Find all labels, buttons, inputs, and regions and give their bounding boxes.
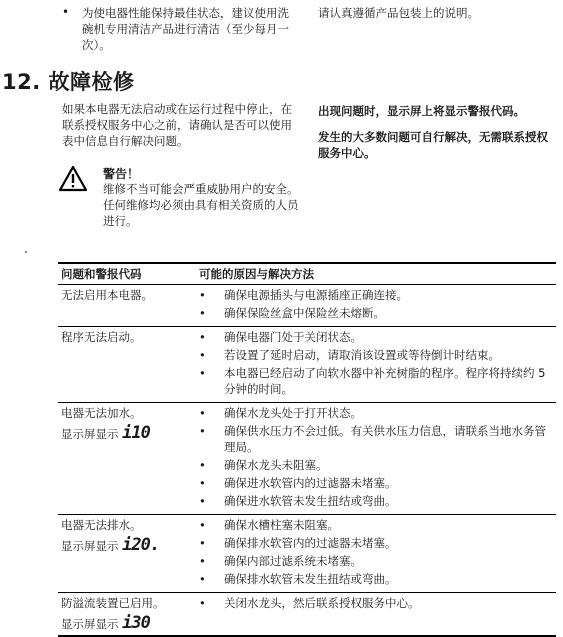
solution-item: • 确保供水压力不会过低。有关供水压力信息，请联系当地水务管理局。 (199, 423, 553, 455)
solution-cell (196, 285, 556, 327)
solution-item: • 确保进水软管未发生扭结或弯曲。 (199, 493, 553, 509)
display-label: 显示屏显示 (61, 617, 119, 631)
solution-item: • 确保水龙头未阻塞。 (199, 457, 553, 473)
display-label: 显示屏显示 (61, 427, 119, 441)
warning-triangle-icon (58, 165, 88, 192)
stray-dot (25, 251, 27, 253)
warning-title: 警告！ (103, 167, 140, 181)
table-row (58, 285, 556, 327)
problem-text: 电器无法加水。 (61, 406, 142, 420)
solution-item: • 确保保险丝盒中保险丝未熔断。 (199, 305, 553, 321)
solution-item: • 确保水龙头处于打开状态。 (199, 405, 553, 421)
top-bullet: • (62, 5, 70, 19)
warning-text: 维修不当可能会严重威胁用户的安全。任何维修均必须由具有相关资质的人员进行。 (103, 182, 299, 228)
solution-item: • 确保电器门处于关闭状态。 (199, 329, 553, 345)
problem-text: 电器无法排水。 (61, 518, 142, 532)
problem-cell (58, 593, 196, 637)
problem-cell (58, 515, 196, 593)
problem-text: 程序无法启动。 (61, 330, 142, 344)
intro-paragraph: 如果本电器无法启动或在运行过程中停止，在联系授权服务中心之前，请确认是否可以使用表中信息自行解决问题。 (62, 102, 292, 148)
table-row (58, 593, 556, 637)
header-problem: 问题和警报代码 (58, 263, 196, 285)
right-note-1: 出现问题时，显示屏上将显示警报代码。 (318, 104, 525, 118)
solution-item: • 确保电源插头与电源插座正确连接。 (199, 287, 553, 303)
solution-cell (196, 593, 556, 637)
fault-table (58, 262, 556, 637)
section-title: 12. 故障检修 (2, 70, 135, 94)
table-row (58, 327, 556, 403)
problem-cell (58, 327, 196, 403)
problem-cell (58, 285, 196, 327)
alarm-code: i20. (122, 535, 160, 555)
problem-text: 无法启用本电器。 (61, 288, 153, 302)
solution-cell (196, 403, 556, 515)
table-row (58, 403, 556, 515)
alarm-code: i30 (122, 613, 150, 633)
solution-item: • 确保内部过滤系统未堵塞。 (199, 553, 553, 569)
solution-item: • 本电器已经启动了向软水器中补充树脂的程序。程序将持续约 5 分钟的时间。 (199, 365, 553, 397)
solution-item: • 确保进水软管内的过滤器未堵塞。 (199, 475, 553, 491)
display-label: 显示屏显示 (61, 539, 119, 553)
solution-item: • 确保水槽柱塞未阻塞。 (199, 517, 553, 533)
solution-item: • 关闭水龙头，然后联系授权服务中心。 (199, 595, 553, 611)
alarm-code: i10 (122, 423, 150, 443)
right-note-2: 发生的大多数问题可自行解决，无需联系授权服务中心。 (318, 130, 548, 160)
solution-item: • 若设置了延时启动，请取消该设置或等待倒计时结束。 (199, 347, 553, 363)
problem-text: 防溢流装置已启用。 (61, 596, 165, 610)
solution-item: • 确保排水软管内的过滤器未堵塞。 (199, 535, 553, 551)
problem-cell (58, 403, 196, 515)
header-solution: 可能的原因与解决方法 (196, 263, 556, 285)
top-left-paragraph: 为使电器性能保持最佳状态，建议使用洗碗机专用清洁产品进行清洁（至少每月一次）。 (82, 6, 289, 52)
solution-item: • 确保排水软管未发生扭结或弯曲。 (199, 571, 553, 587)
table-header-row (58, 263, 556, 285)
solution-cell (196, 327, 556, 403)
top-right-paragraph: 请认真遵循产品包装上的说明。 (318, 6, 479, 20)
solution-cell (196, 515, 556, 593)
table-row (58, 515, 556, 593)
